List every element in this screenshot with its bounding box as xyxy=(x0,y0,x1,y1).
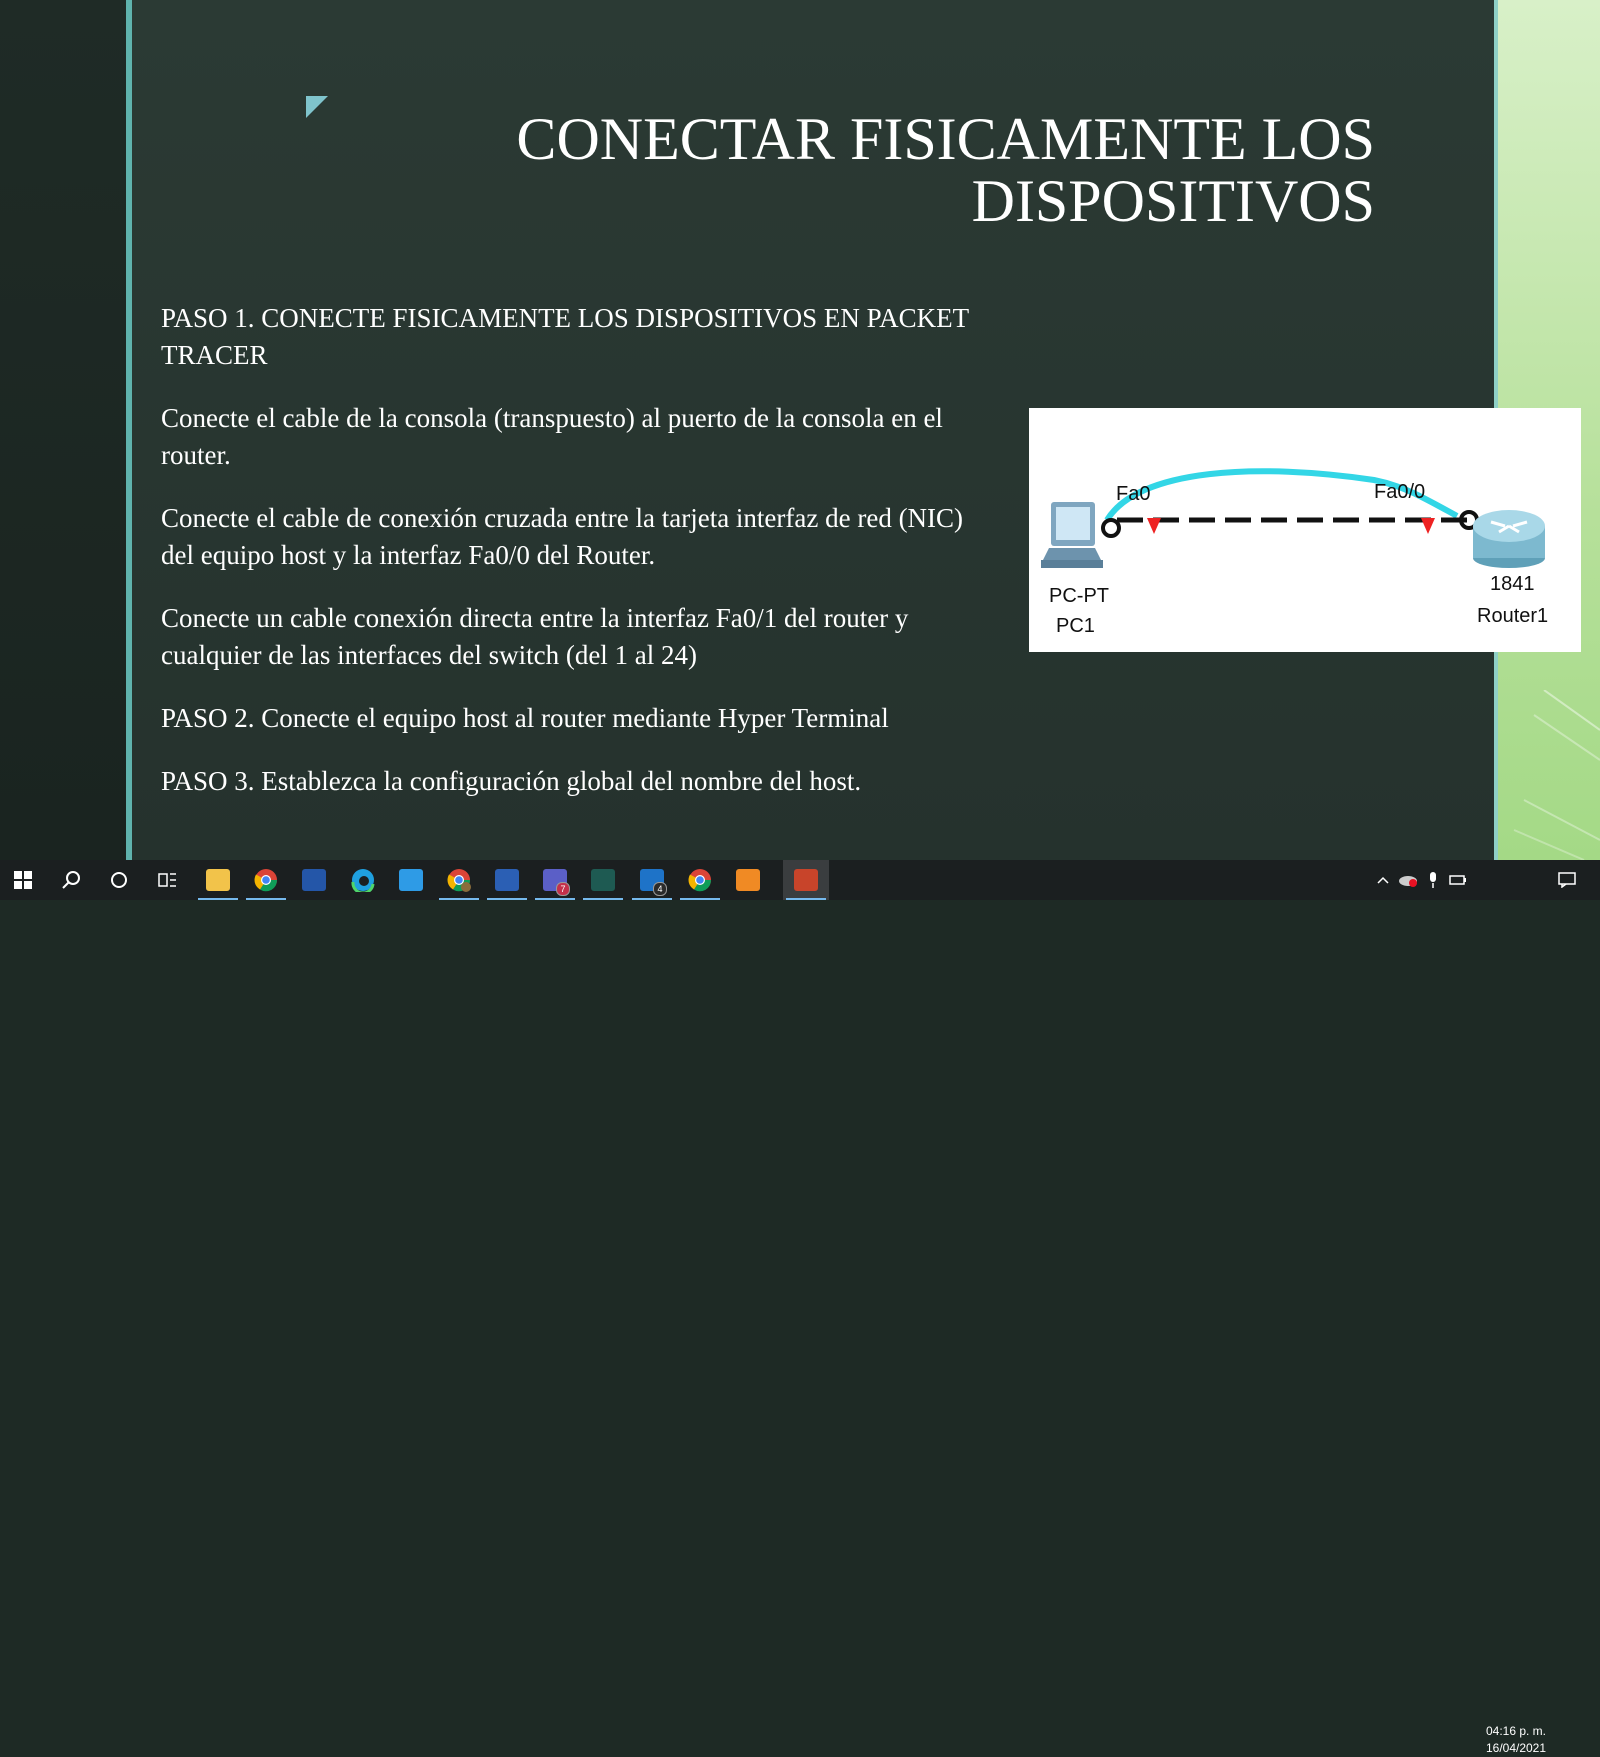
title-line-2: DISPOSITIVOS xyxy=(971,168,1375,234)
cortana-circle-icon xyxy=(110,871,128,889)
tray-onedrive[interactable] xyxy=(1395,860,1421,900)
taskbar-file-explorer[interactable] xyxy=(195,860,241,900)
title-line-1: CONECTAR FISICAMENTE LOS xyxy=(516,106,1375,172)
paragraph-straight-cable: Conecte un cable conexión directa entre la interfaz Fa0/1 del router y cualquier de las interfaces del switch (del 1 al 24) xyxy=(161,603,909,670)
router-model-label: 1841 xyxy=(1490,573,1535,595)
notification-icon xyxy=(1558,872,1576,888)
pc-port-connector xyxy=(1103,520,1119,536)
windows-taskbar xyxy=(0,860,1600,1755)
paragraph-paso-2: PASO 2. Conecte el equipo host al router mediante Hyper Terminal xyxy=(161,703,889,733)
router-icon xyxy=(1473,510,1545,568)
pc-port-label: Fa0 xyxy=(1116,483,1151,505)
folder-icon xyxy=(206,869,230,891)
paragraph-paso-1: PASO 1. CONECTE FISICAMENTE LOS DISPOSITIVOS EN PACKET TRACER xyxy=(161,303,969,370)
clock-date: 16/04/2021 xyxy=(1485,1741,1547,1755)
action-center-button[interactable] xyxy=(1546,860,1588,900)
taskbar-powerpoint[interactable] xyxy=(783,860,829,900)
taskbar-d-app[interactable] xyxy=(388,860,434,900)
title-corner-triangle-icon xyxy=(306,96,328,118)
system-clock[interactable] xyxy=(1476,1723,1556,1757)
pc-type-label: PC-PT xyxy=(1049,585,1109,607)
cortana-button[interactable] xyxy=(96,860,142,900)
start-button[interactable] xyxy=(0,860,46,900)
taskbar-edge[interactable] xyxy=(340,860,386,900)
paragraph-console-cable: Conecte el cable de la consola (transpuesto) al puerto de la consola en el router. xyxy=(161,403,943,470)
paragraph-crossover-cable: Conecte el cable de conexión cruzada entre la tarjeta interfaz de red (NIC) del equipo host y la interfaz Fa0/0 del Router. xyxy=(161,503,964,570)
taskbar-teams[interactable] xyxy=(532,860,578,900)
decorative-lines xyxy=(1494,690,1600,860)
cisco-app-icon xyxy=(591,869,615,891)
link-down-indicator-router xyxy=(1421,518,1435,534)
d-app-icon xyxy=(399,869,423,891)
edge-icon xyxy=(351,868,375,892)
paragraph-paso-3: PASO 3. Establezca la configuración global del nombre del host. xyxy=(161,766,862,796)
tray-battery[interactable] xyxy=(1445,860,1471,900)
taskbar-sublime[interactable] xyxy=(725,860,771,900)
microphone-icon xyxy=(1428,872,1438,888)
network-diagram xyxy=(1029,408,1581,652)
router-name-label: Router1 xyxy=(1477,605,1549,627)
dev-app-icon xyxy=(302,869,326,891)
link-down-indicator-pc xyxy=(1147,518,1161,534)
clock-time: 04:16 p. m. xyxy=(1485,1724,1547,1738)
slide-title[interactable] xyxy=(420,108,1375,232)
taskbar-chrome-profile[interactable] xyxy=(436,860,482,900)
taskbar-dev-app[interactable] xyxy=(291,860,337,900)
network-diagram-image[interactable] xyxy=(1029,408,1581,652)
slide-body-text[interactable] xyxy=(161,300,986,826)
taskbar-mail[interactable] xyxy=(629,860,675,900)
teams-notification-badge: 7 xyxy=(556,882,570,896)
taskbar-chrome-2[interactable] xyxy=(677,860,723,900)
chevron-up-icon xyxy=(1377,876,1389,884)
left-dark-panel xyxy=(0,0,126,860)
cloud-error-icon xyxy=(1398,873,1418,887)
word-icon xyxy=(495,869,519,891)
powerpoint-icon xyxy=(794,869,818,891)
search-button[interactable] xyxy=(48,860,94,900)
chrome-icon xyxy=(688,868,712,892)
pc-icon xyxy=(1041,502,1103,568)
windows-logo-icon xyxy=(14,871,32,889)
sublime-icon xyxy=(736,869,760,891)
taskbar-cisco-app[interactable] xyxy=(580,860,626,900)
pc-name-label: PC1 xyxy=(1056,615,1095,637)
show-hidden-icons-button[interactable] xyxy=(1371,860,1395,900)
chrome-icon xyxy=(254,868,278,892)
taskbar-chrome[interactable] xyxy=(243,860,289,900)
chrome-profile-icon xyxy=(447,868,471,892)
tray-microphone[interactable] xyxy=(1421,860,1445,900)
task-view-button[interactable] xyxy=(144,860,190,900)
taskbar-word[interactable] xyxy=(484,860,530,900)
battery-icon xyxy=(1449,874,1467,886)
task-view-icon xyxy=(157,871,177,889)
mail-notification-badge: 4 xyxy=(653,882,667,896)
search-icon xyxy=(61,870,81,890)
router-port-label: Fa0/0 xyxy=(1374,481,1426,503)
